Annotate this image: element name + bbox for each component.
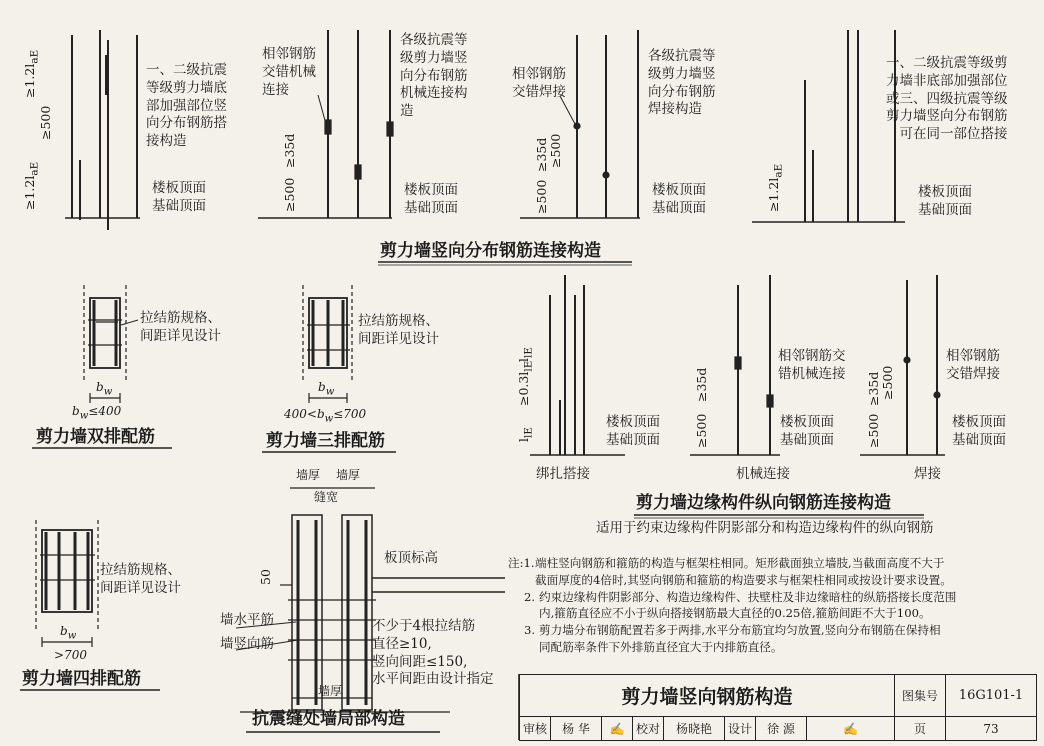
joint-gap: 缝宽 — [314, 490, 339, 504]
edge-subcaption: 适用于约束边缘构件阴影部分和构造边缘构件的纵向钢筋 — [596, 520, 934, 536]
wall-quad-caption: 剪力墙四排配筋 — [22, 669, 141, 689]
panel3-note: 各级抗震等 级剪力墙竖 向分布钢筋 焊接构造 — [648, 48, 716, 118]
wall-quad-callout: 拉结筋规格、 间距详见设计 — [100, 562, 181, 596]
joint-wall-thk-1: 墙厚 — [296, 468, 321, 482]
panel1-floor-label: 楼板顶面 基础顶面 — [152, 180, 206, 214]
panel2-callout: 相邻钢筋 交错机械 连接 — [262, 46, 316, 98]
wall-double-bw: $b_w$ — [96, 380, 113, 398]
panel1-note: 一、二级抗震 等级剪力墙底 部加强部位竖 向分布钢筋搭 接构造 — [146, 62, 227, 150]
joint-slab: 板顶标高 — [384, 550, 438, 566]
wall-double-caption: 剪力墙双排配筋 — [36, 427, 155, 447]
review-signature: ✍ — [602, 717, 633, 741]
title-block — [519, 674, 1037, 741]
page-label: 页 — [895, 717, 946, 741]
joint-ties: 不少于4根拉结筋 直径≥10, 竖向间距≤150, 水平间距由设计指定 — [372, 618, 494, 688]
panel2-note: 各级抗震等 级剪力墙竖 向分布钢筋 机械连接构 造 — [400, 32, 468, 120]
panel1-dim-top: $\ge 1.2l_{aE}$ — [22, 49, 41, 98]
edge-weld-dim2: ≥35d — [866, 371, 881, 406]
wall-triple-range: $400<b_w\le 700$ — [284, 407, 367, 425]
edge-weld-callout: 相邻钢筋 交错焊接 — [946, 348, 1000, 382]
edge-lap-floor: 楼板顶面 基础顶面 — [606, 414, 660, 448]
panel3-floor-label: 楼板顶面 基础顶面 — [652, 182, 706, 216]
panel4-floor-label: 楼板顶面 基础顶面 — [918, 184, 972, 218]
joint-vert: 墙竖向筋 — [220, 636, 274, 652]
edge-weld-dim1: ≥500 — [866, 413, 881, 448]
edge-lap-dim1: $l_{lE}$ — [516, 347, 535, 362]
atlas-label: 图集号 — [895, 675, 946, 717]
joint-horiz: 墙水平筋 — [220, 612, 274, 628]
panel4-note: 一、二级抗震等级剪 力墙非底部加强部位 或三、四级抗震等级 剪力墙竖向分布钢筋 可在同一部位搭接 — [886, 55, 1008, 143]
edge-mech-label: 机械连接 — [736, 466, 790, 482]
edge-caption: 剪力墙边缘构件纵向钢筋连接构造 — [636, 493, 891, 513]
edge-mech-callout: 相邻钢筋交 错机械连接 — [778, 348, 846, 382]
edge-lap-dim3: $l_{lE}$ — [516, 427, 535, 442]
panel2-floor-label: 楼板顶面 基础顶面 — [404, 182, 458, 216]
joint-wall-thk-2: 墙厚 — [336, 468, 361, 482]
review-name: 杨 华 — [551, 717, 602, 741]
wall-double-range: $b_w\le 400$ — [72, 404, 122, 422]
top-caption: 剪力墙竖向分布钢筋连接构造 — [380, 241, 601, 261]
panel4-dim: $\ge 1.2l_{aE}$ — [766, 163, 785, 212]
wall-quad-bw: $b_w$ — [60, 624, 77, 642]
wall-double-callout: 拉结筋规格、 间距详见设计 — [140, 310, 221, 344]
design-signature: ✍ — [807, 717, 895, 741]
edge-weld-floor: 楼板顶面 基础顶面 — [952, 414, 1006, 448]
panel3-dim-35d: ≥35d — [534, 137, 549, 172]
edge-mech-dim2: ≥35d — [694, 367, 709, 402]
note-3: 3. 剪力墙分布钢筋配置若多于两排,水平分布筋宜均匀放置,竖向分布钢筋在保持相 同配筋率条件下外排筋直径宜大于内排筋直径。 — [523, 623, 941, 654]
panel2-dim-35d: ≥35d — [282, 133, 297, 168]
notes — [508, 555, 1036, 656]
wall-quad-range: >700 — [54, 648, 87, 662]
joint-caption: 抗震缝处墙局部构造 — [252, 709, 405, 729]
panel1-dim-mid: ≥500 — [38, 105, 53, 140]
panel1-bars — [65, 30, 140, 230]
panel3-dim-500b: ≥500 — [548, 133, 563, 168]
wall-triple-bw: $b_w$ — [318, 380, 335, 398]
design-name: 徐 源 — [756, 717, 807, 741]
edge-weld-dim3: ≥500 — [880, 365, 895, 400]
panel1-dim-bot: $\ge 1.2l_{aE}$ — [22, 161, 41, 210]
page-number: 73 — [946, 717, 1037, 741]
note-1: 注:1. 端柱竖向钢筋和箍筋的构造与框架柱相同。矩形截面独立墙肢,当截面高度不大于 截面厚度的4倍时,其竖向钢筋和箍筋的构造要求与框架柱相同或按设计要求设置。 — [508, 556, 952, 587]
wall-triple-caption: 剪力墙三排配筋 — [266, 431, 385, 451]
check-label: 校对 — [633, 717, 664, 741]
edge-lap-dim2: $\ge 0.3l_{lE}$ — [516, 360, 535, 406]
drawing-title: 剪力墙竖向钢筋构造 — [520, 675, 895, 717]
panel3-dim-500: ≥500 — [534, 179, 549, 214]
atlas-number: 16G101-1 — [946, 675, 1037, 717]
wall-triple-callout: 拉结筋规格、 间距详见设计 — [358, 313, 439, 347]
panel3-callout: 相邻钢筋 交错焊接 — [512, 66, 566, 100]
panel2-dim-500: ≥500 — [282, 177, 297, 212]
edge-mech-dim1: ≥500 — [694, 413, 709, 448]
edge-weld-label: 焊接 — [914, 466, 941, 482]
note-2: 2. 约束边缘构件阴影部分、构造边缘构件、扶壁柱及非边缘暗柱的纵筋搭接长度范围 内,箍筋直径应不小于纵向搭接钢筋最大直径的0.25倍,箍筋间距不大于100。 — [523, 589, 957, 621]
edge-lap-label: 绑扎搭接 — [536, 466, 590, 482]
design-label: 设计 — [725, 717, 756, 741]
review-label: 审核 — [520, 717, 551, 741]
check-name: 杨晓艳 — [664, 717, 725, 741]
edge-mech-floor: 楼板顶面 基础顶面 — [780, 414, 834, 448]
joint-dim-50: 50 — [258, 569, 273, 585]
joint-bottom-thk: 墙厚 — [318, 684, 343, 698]
